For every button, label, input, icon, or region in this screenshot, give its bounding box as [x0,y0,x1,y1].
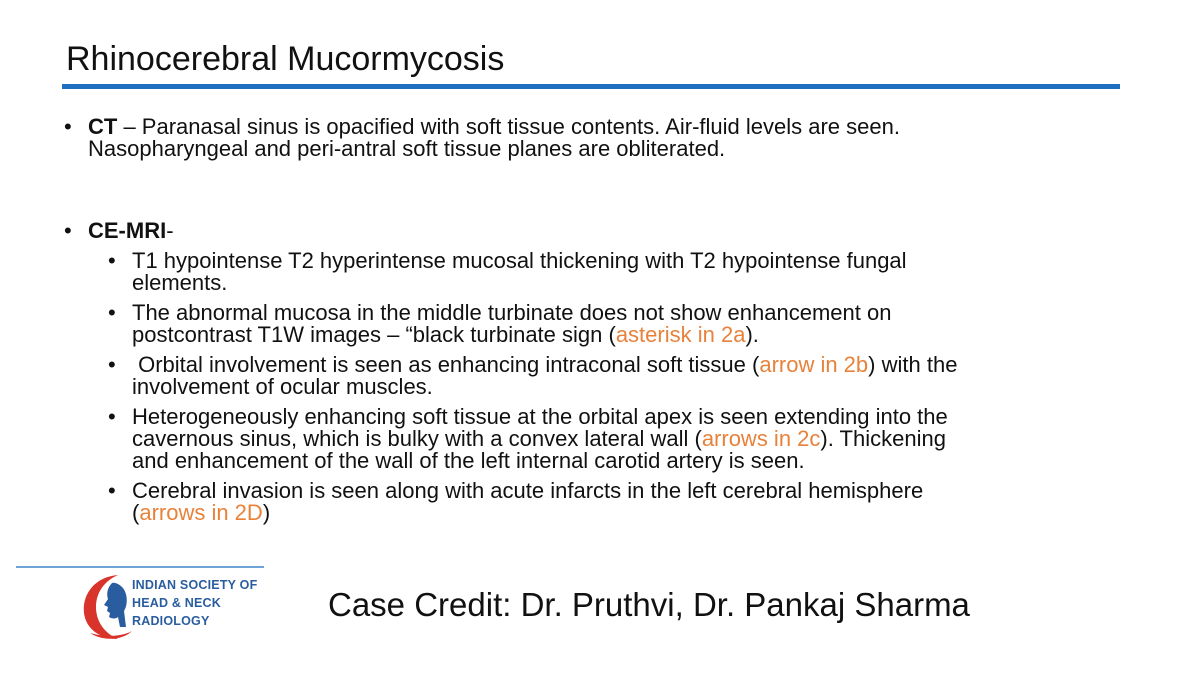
sub-bullet [62,250,1132,294]
sub-bullet-line: T1 hypointense T2 hyperintense mucosal thickening with T2 hypointense fungal [132,248,907,273]
head-profile-logo-icon [78,571,138,643]
mri-label-suffix: - [166,218,174,243]
text-segment: ( [132,500,140,525]
sub-bullet-dot-icon: • [108,352,116,377]
sub-bullet-line: involvement of ocular muscles. [132,374,433,399]
ct-text-1: – Paranasal sinus is opacified with soft tissue contents. Air-fluid levels are seen. [117,114,900,139]
case-credit: Case Credit: Dr. Pruthvi, Dr. Pankaj Sharma [328,586,970,623]
title-underline [62,84,1120,89]
sub-bullet [62,406,1132,472]
ct-label: CT [88,114,118,139]
sub-bullet-line [132,324,1132,346]
sub-bullet-dot-icon: • [108,248,116,273]
figure-reference: arrows in 2D [139,500,263,525]
text-segment: Orbital involvement is seen as enhancing intraconal soft tissue ( [132,352,760,377]
sub-bullet [62,354,1132,398]
bullet-dot-icon: • [64,218,72,243]
text-segment: ) [262,500,271,525]
sub-bullet-line [132,428,1132,450]
text-segment: ). Thickening [820,426,946,451]
figure-reference: asterisk in 2a [615,322,746,347]
sub-bullet-line: elements. [132,270,228,295]
text-segment: ). [745,322,759,347]
logo-text-line: HEAD & NECK [132,596,222,610]
bullet-list [62,116,1132,524]
sub-bullet-line: and enhancement of the wall of the left internal carotid artery is seen. [132,448,805,473]
sub-bullet-line: Cerebral invasion is seen along with acute infarcts in the left cerebral hemisphere [132,478,924,503]
sub-bullet-line [132,502,1132,524]
sub-bullet-dot-icon: • [108,478,116,503]
text-segment: cavernous sinus, which is bulky with a convex lateral wall ( [132,426,702,451]
bullet-ce-mri [62,220,1132,242]
ct-line-2: Nasopharyngeal and peri-antral soft tissue planes are obliterated. [88,136,726,161]
sub-bullet-dot-icon: • [108,300,116,325]
figure-reference: arrows in 2c [701,426,821,451]
bullet-ct [62,116,1132,160]
slide-title: Rhinocerebral Mucormycosis [66,40,505,78]
sub-bullet-line: Heterogeneously enhancing soft tissue at the orbital apex is seen extending into the [132,404,948,429]
sub-bullet [62,480,1132,524]
logo-text-line: RADIOLOGY [132,614,210,628]
sub-bullet [62,302,1132,346]
figure-reference: arrow in 2b [759,352,869,377]
logo-text-line: INDIAN SOCIETY OF [132,578,258,592]
mri-label: CE-MRI [88,218,167,243]
society-logo [16,566,266,648]
logo-wordmark [132,576,257,630]
text-segment: postcontrast T1W images – “black turbinate sign ( [132,322,616,347]
sub-bullet-line: The abnormal mucosa in the middle turbinate does not show enhancement on [132,300,892,325]
logo-divider [16,566,264,568]
sub-bullet-dot-icon: • [108,404,116,429]
sub-bullet-line [132,354,1132,376]
ct-line-1 [88,116,1132,138]
text-segment: ) with the [868,352,958,377]
bullet-dot-icon: • [64,114,72,139]
